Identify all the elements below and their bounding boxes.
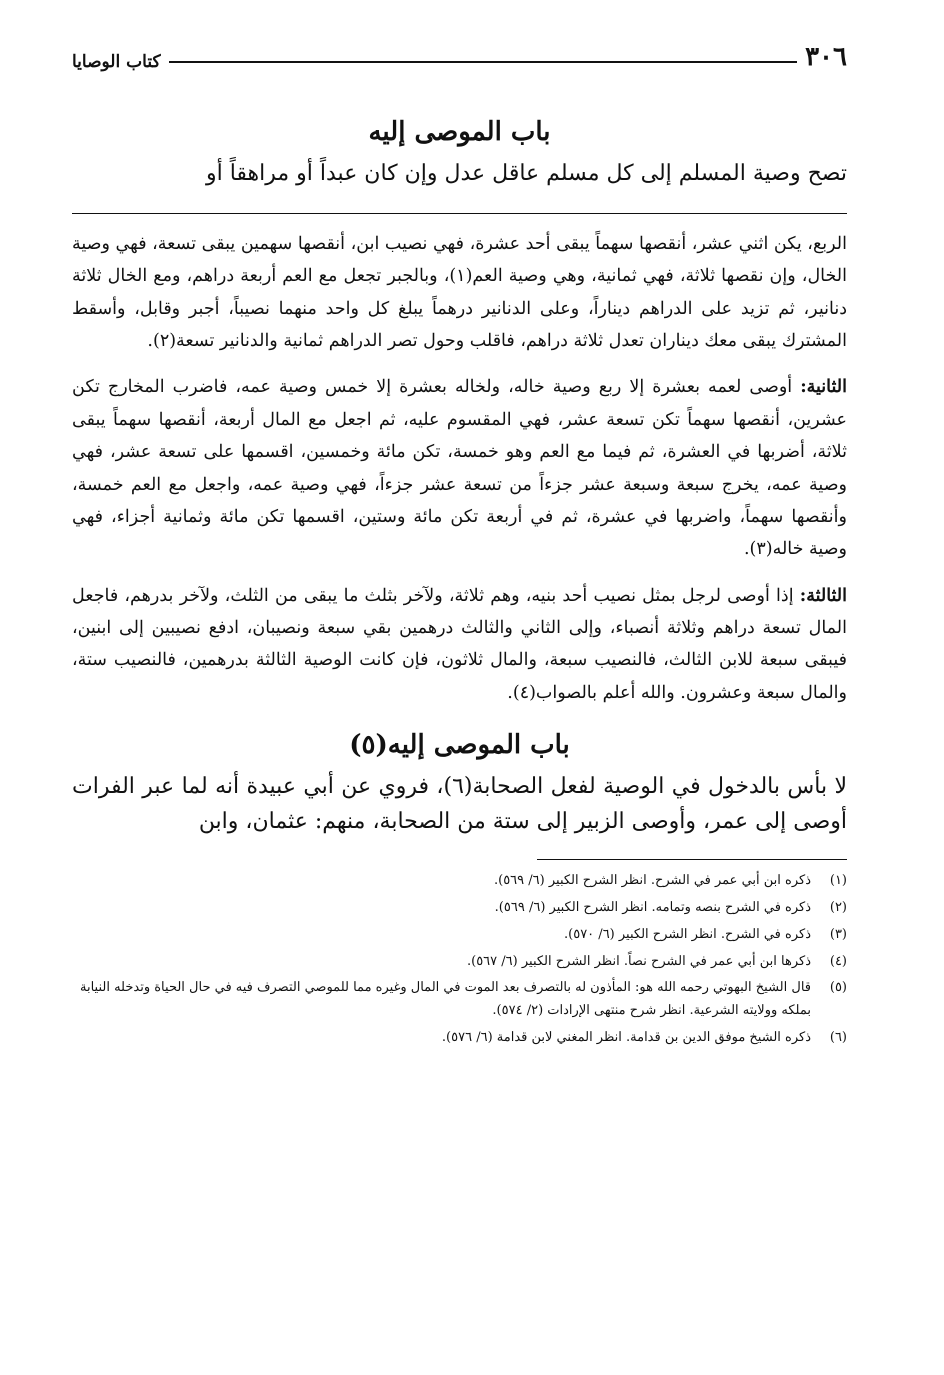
footnote-text: ذكره في الشرح بنصه وتمامه. انظر الشرح الكبير (٦/ ٥٦٩).: [494, 900, 811, 916]
commentary-paragraph-1: [72, 228, 847, 358]
header-rule: [169, 61, 798, 63]
footnote-text: ذكره الشيخ موفق الدين بن قدامة. انظر المغني لابن قدامة (٦/ ٥٧٦).: [441, 1029, 811, 1045]
matn-text: تصح وصية المسلم إلى كل مسلم عاقل عدل وإن كان عبداً أو مراهقاً أو: [205, 160, 847, 186]
chapter-heading-2: باب الموصى إليه(٥): [349, 730, 570, 761]
footnote-item: [72, 977, 847, 1023]
commentary-paragraph-2: [72, 371, 847, 565]
chapter-heading: باب الموصى إليه: [368, 117, 551, 147]
paragraph-text: أوصى لعمه بعشرة إلا ربع وصية خاله، ولخاله بعشرة إلا خمس وصية عمه، فاضرب المخارج تكن عشرين، أنقصها سهماً تكن تسعة عشر، فهي المقسوم عليه، ثم اجعل مع المال أربعة، أنقصها سهماً يبقى ثلاثة، أضربها في العشرة، ثم فيما مع العم وهو خمسة، تكن مائة وخمسين، اقسمها على تسعة عشر، فهي وصية عمه، يخرج سبعة وسبعة عشر جزءاً من تسعة عشر جزءاً، فهي وصية عمه، واجعل مع العم خمسة، وأنقصها سهماً، واضربها في عشرة، ثم في أربعة تكن مائة وستين، اقسمها تكن مائة وثمانية أجزاء، فهي وصية خاله(٣).: [72, 377, 847, 560]
paragraph-text: الربع، يكن اثني عشر، أنقصها سهماً يبقى أحد عشرة، فهي نصيب ابن، أنقصها سهمين يبقى تسعة، فهي وصية الخال، وإن نقصها ثلاثة، فهي ثمانية، وهي وصية العم(١)، وبالجبر تجعل مع العم أربعة دراهم، ومع الخال ثلاثة دنانير، ثم تزيد على الدراهم ديناراً، وعلى الدنانير درهماً يبلغ كل واحد منهما نصيباً، أجبر وقابل، وأسقط المشترك يبقى معك ديناران تعدل ثلاثة دراهم، فاقلب وحول تصر الدراهم ثمانية والدنانير تسعة(٢).: [72, 233, 847, 352]
footnote-item: [72, 924, 847, 947]
footnote-rule: [537, 859, 847, 860]
footnote-item: [72, 951, 847, 974]
footnote-number: (٤): [829, 953, 847, 969]
footnote-item: [72, 897, 847, 920]
running-header: [72, 30, 847, 72]
paragraph-term: الثالثة:: [799, 585, 847, 606]
book-page: [72, 30, 847, 1350]
footnote-number: (٢): [829, 900, 847, 916]
footnote-text: ذكره في الشرح. انظر الشرح الكبير (٦/ ٥٧٠).: [564, 926, 811, 942]
footnote-item: [72, 870, 847, 893]
paragraph-term: الثانية:: [800, 377, 847, 398]
footnote-text: قال الشيخ البهوتي رحمه الله هو: المأذون له بالتصرف بعد الموت في المال وغيره مما للموصي التصرف فيه في حال الحياة وتدخله النيابة بملكه وولايته الشرعية. انظر شرح منتهى الإرادات (٢/ ٥٧٤).: [79, 980, 811, 1019]
page-number: ٣٠٦: [805, 42, 847, 72]
paragraph-text: إذا أوصى لرجل بمثل نصيب أحد بنيه، وهم ثلاثة، ولآخر بثلث ما يبقى من الثلث، ولآخر بدرهم، فاجعل المال تسعة دراهم وثلاثة أنصباء، وإلى الثاني والثالث درهمين بقي سبعة ونصيبان، ادفع نصيبين إلى ابنين، فيبقى سبعة للابن الثالث، فالنصيب سبعة، والمال ثلاثون، فإن كانت الوصية الثالثة بدرهمين، فالنصيب ستة، والمال سبعة وعشرون. والله أعلم بالصواب(٤).: [72, 585, 847, 703]
footnote-number: (٣): [829, 926, 847, 942]
matn-commentary-divider: [72, 213, 847, 214]
footnotes: [72, 870, 847, 1049]
footnote-text: ذكره ابن أبي عمر في الشرح. انظر الشرح الكبير (٦/ ٥٦٩).: [493, 873, 811, 889]
book-title: كتاب الوصايا: [72, 52, 161, 72]
footnote-text: ذكرها ابن أبي عمر في الشرح نصاً. انظر الشرح الكبير (٦/ ٥٦٧).: [466, 953, 811, 969]
footnote-number: (٥): [829, 980, 847, 996]
footnote-number: (٦): [829, 1029, 847, 1045]
footnote-number: (١): [829, 873, 847, 889]
footnote-item: [72, 1027, 847, 1050]
commentary-paragraph-3: [72, 580, 847, 710]
matn-text-2: لا بأس بالدخول في الوصية لفعل الصحابة(٦)، فروي عن أبي عبيدة أنه لما عبر الفرات أوصى إلى عمر، وأوصى الزبير إلى ستة من الصحابة، منهم: عثمان، وابن: [72, 774, 847, 835]
